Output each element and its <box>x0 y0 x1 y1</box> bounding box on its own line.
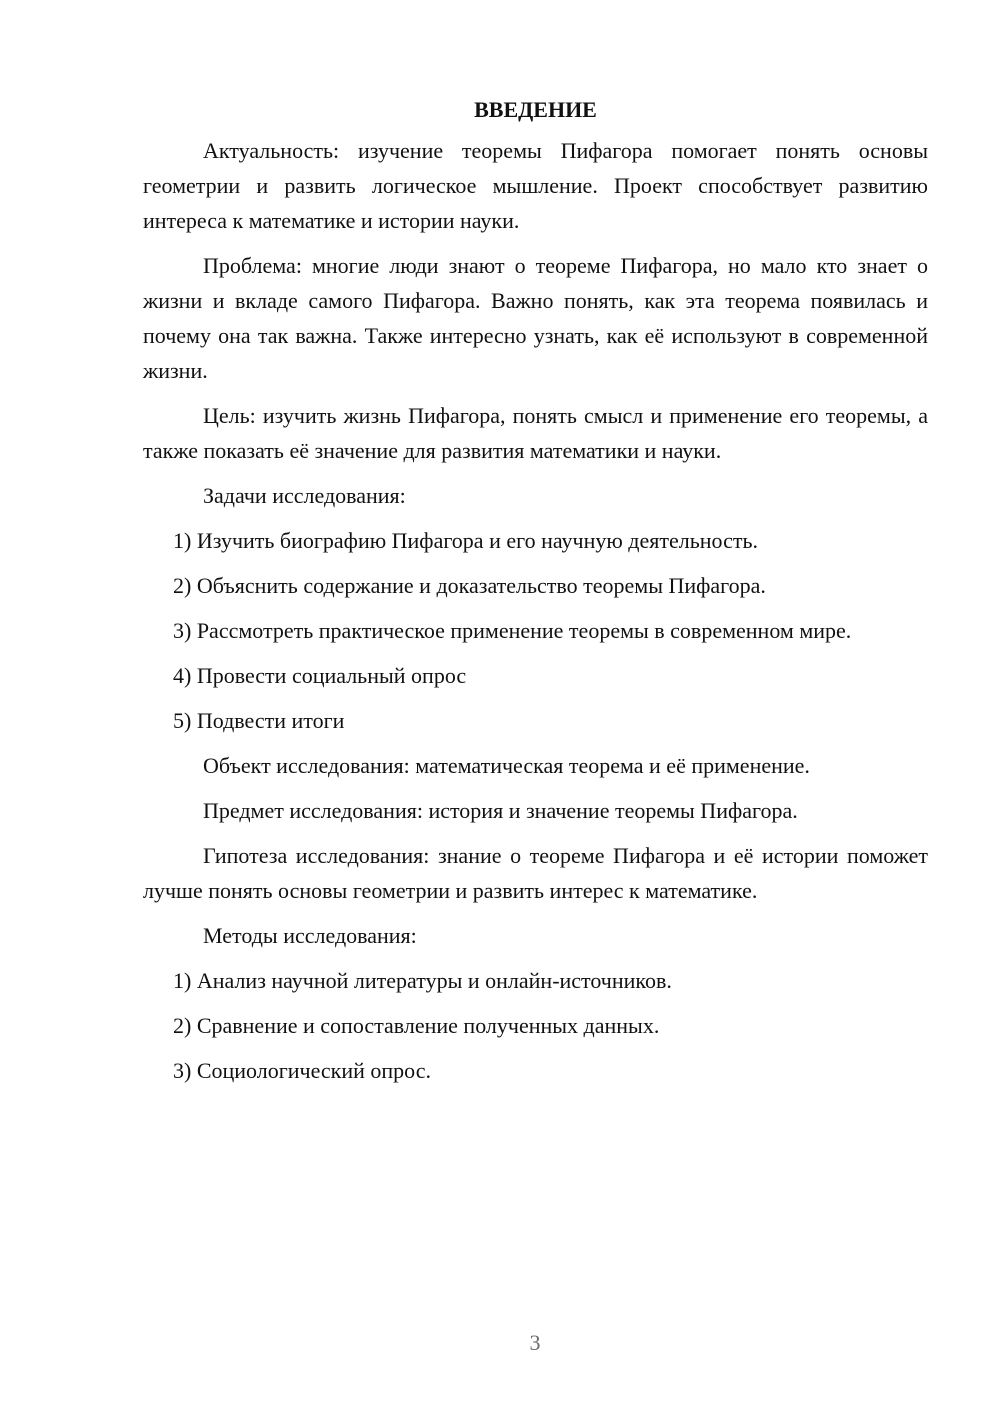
subject-paragraph: Предмет исследования: история и значение теоремы Пифагора. <box>203 798 798 823</box>
relevance-paragraph: Актуальность: изучение теоремы Пифагора помогает понять основы геометрии и развить логическое мышление. Проект способствует развитию интереса к математике и истории науки. <box>143 138 928 233</box>
object-paragraph: Объект исследования: математическая теорема и её применение. <box>203 753 810 778</box>
method-item: 1) Анализ научной литературы и онлайн-источников. <box>173 968 672 993</box>
task-item: 2) Объяснить содержание и доказательство теоремы Пифагора. <box>173 573 766 598</box>
method-item: 3) Социологический опрос. <box>173 1058 431 1083</box>
task-item: 3) Рассмотреть практическое применение теоремы в современном мире. <box>173 618 852 643</box>
task-item: 4) Провести социальный опрос <box>173 663 467 688</box>
problem-paragraph: Проблема: многие люди знают о теореме Пифагора, но мало кто знает о жизни и вкладе самого Пифагора. Важно понять, как эта теорема появилась и почему она так важна. Также интересно узнать, как её используют в современной жизни. <box>143 253 928 383</box>
section-title: ВВЕДЕНИЕ <box>474 97 597 122</box>
methods-heading: Методы исследования: <box>203 923 417 948</box>
hypothesis-paragraph: Гипотеза исследования: знание о теореме Пифагора и её истории поможет лучше понять основы геометрии и развить интерес к математике. <box>143 843 928 903</box>
task-item: 5) Подвести итоги <box>173 708 345 733</box>
page-number: 3 <box>529 1330 541 1355</box>
document-page <box>143 92 928 1088</box>
tasks-heading: Задачи исследования: <box>203 483 406 508</box>
goal-paragraph: Цель: изучить жизнь Пифагора, понять смысл и применение его теоремы, а также показать её значение для развития математики и науки. <box>143 403 928 463</box>
method-item: 2) Сравнение и сопоставление полученных данных. <box>173 1013 660 1038</box>
task-item: 1) Изучить биографию Пифагора и его научную деятельность. <box>173 528 758 553</box>
